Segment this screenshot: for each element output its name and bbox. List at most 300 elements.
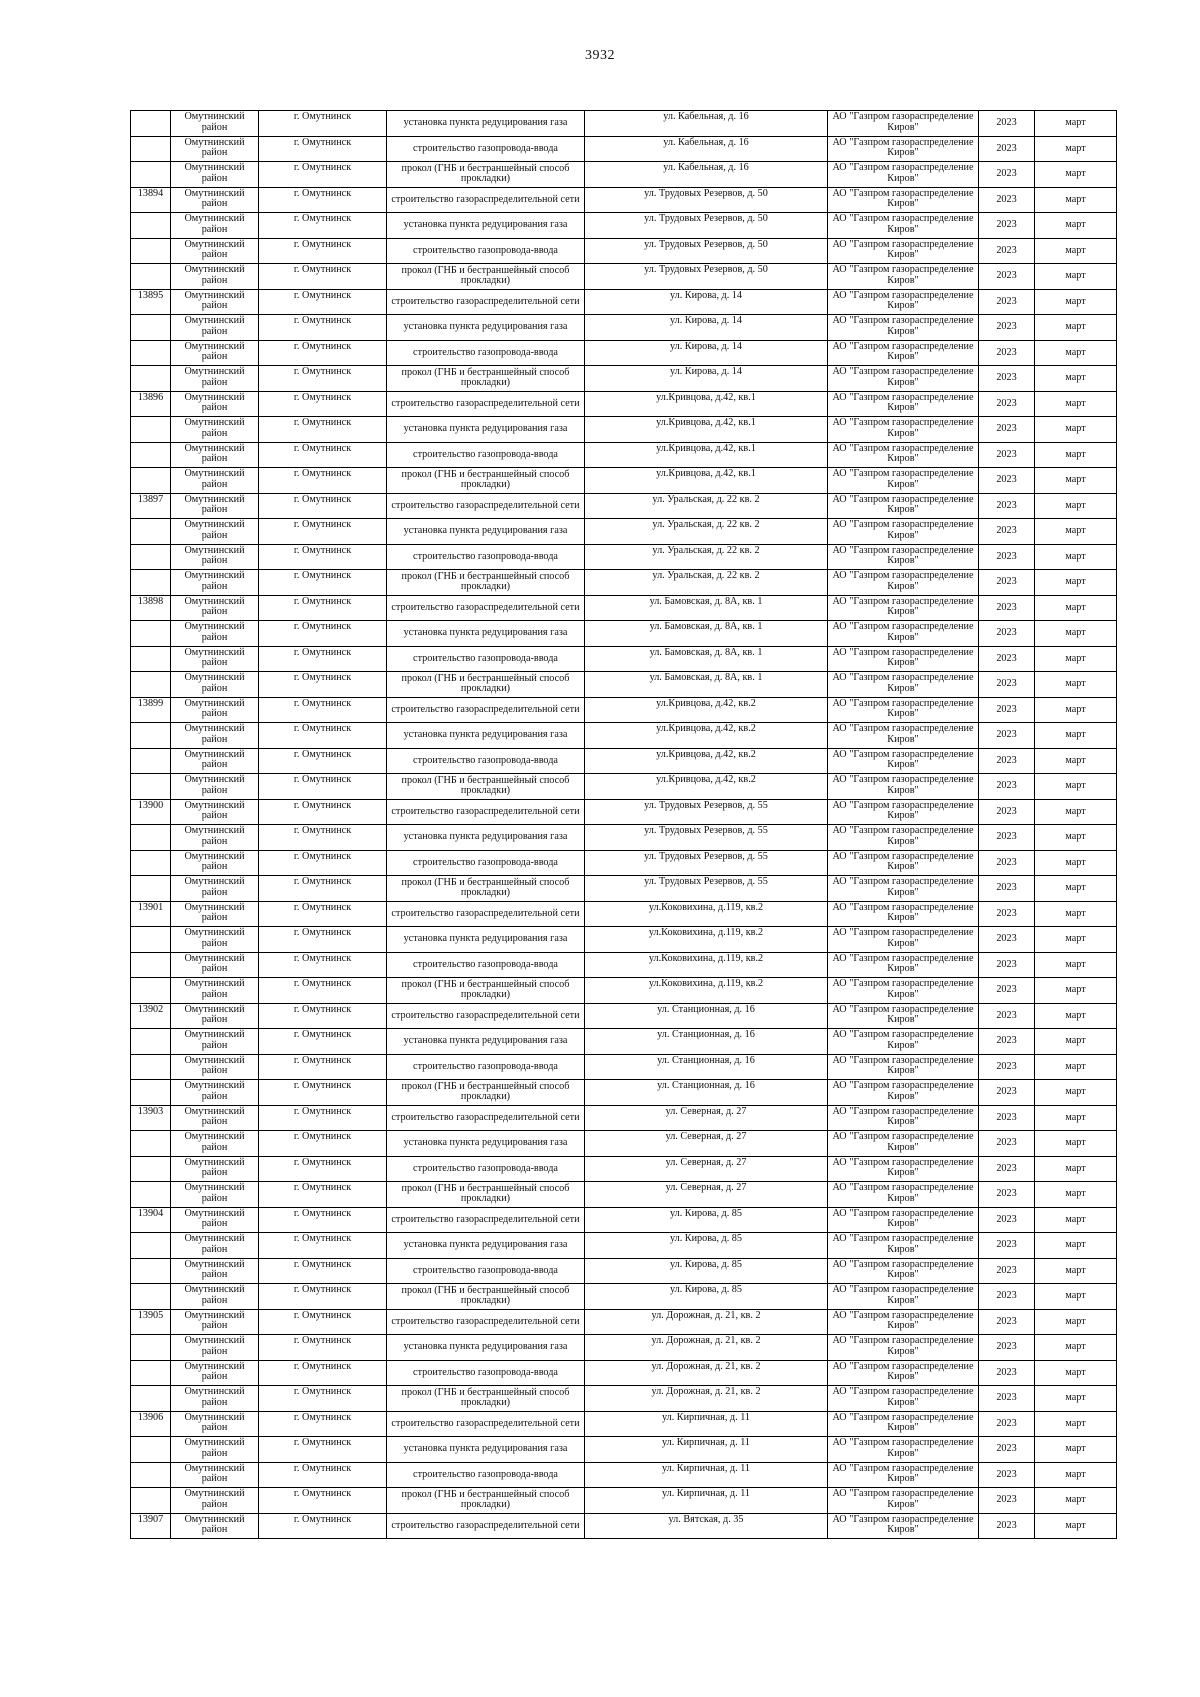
- address-cell: ул.Коковихина, д.119, кв.2: [585, 927, 828, 953]
- settlement-cell: г. Омутнинск: [259, 1105, 387, 1131]
- month-cell: март: [1035, 1386, 1117, 1412]
- contractor-cell: АО "Газпром газораспределение Киров": [828, 289, 979, 315]
- work-type-cell: прокол (ГНБ и бестраншейный способ прокладки): [387, 570, 585, 596]
- address-cell: ул. Бамовская, д. 8А, кв. 1: [585, 595, 828, 621]
- month-cell: март: [1035, 1335, 1117, 1361]
- settlement-cell: г. Омутнинск: [259, 1488, 387, 1514]
- settlement-cell: г. Омутнинск: [259, 1284, 387, 1310]
- district-cell: Омутнинский район: [171, 1003, 259, 1029]
- settlement-cell: г. Омутнинск: [259, 1131, 387, 1157]
- contractor-cell: АО "Газпром газораспределение Киров": [828, 1207, 979, 1233]
- address-cell: ул. Трудовых Резервов, д. 55: [585, 876, 828, 902]
- address-cell: ул. Бамовская, д. 8А, кв. 1: [585, 672, 828, 698]
- contractor-cell: АО "Газпром газораспределение Киров": [828, 723, 979, 749]
- row-number-cell: 13907: [131, 1513, 171, 1539]
- table-row: [131, 1258, 1117, 1284]
- year-cell: 2023: [979, 876, 1035, 902]
- month-cell: март: [1035, 876, 1117, 902]
- district-cell: Омутнинский район: [171, 289, 259, 315]
- row-number-cell: [131, 544, 171, 570]
- year-cell: 2023: [979, 340, 1035, 366]
- address-cell: ул. Трудовых Резервов, д. 55: [585, 850, 828, 876]
- district-cell: Омутнинский район: [171, 238, 259, 264]
- table-row: [131, 111, 1117, 137]
- contractor-cell: АО "Газпром газораспределение Киров": [828, 748, 979, 774]
- table-row: [131, 1156, 1117, 1182]
- month-cell: март: [1035, 1258, 1117, 1284]
- settlement-cell: г. Омутнинск: [259, 723, 387, 749]
- month-cell: март: [1035, 1207, 1117, 1233]
- contractor-cell: АО "Газпром газораспределение Киров": [828, 136, 979, 162]
- district-cell: Омутнинский район: [171, 519, 259, 545]
- year-cell: 2023: [979, 1156, 1035, 1182]
- work-type-cell: строительство газопровода-ввода: [387, 952, 585, 978]
- district-cell: Омутнинский район: [171, 621, 259, 647]
- table-row: [131, 697, 1117, 723]
- table-row: [131, 468, 1117, 494]
- month-cell: март: [1035, 1284, 1117, 1310]
- contractor-cell: АО "Газпром газораспределение Киров": [828, 162, 979, 188]
- work-type-cell: установка пункта редуцирования газа: [387, 1335, 585, 1361]
- district-cell: Омутнинский район: [171, 1309, 259, 1335]
- contractor-cell: АО "Газпром газораспределение Киров": [828, 1360, 979, 1386]
- district-cell: Омутнинский район: [171, 111, 259, 137]
- work-type-cell: строительство газопровода-ввода: [387, 1462, 585, 1488]
- settlement-cell: г. Омутнинск: [259, 1156, 387, 1182]
- settlement-cell: г. Омутнинск: [259, 111, 387, 137]
- address-cell: ул. Кирова, д. 85: [585, 1284, 828, 1310]
- address-cell: ул.Кривцова, д.42, кв.2: [585, 697, 828, 723]
- settlement-cell: г. Омутнинск: [259, 1233, 387, 1259]
- district-cell: Омутнинский район: [171, 646, 259, 672]
- month-cell: март: [1035, 340, 1117, 366]
- row-number-cell: [131, 1156, 171, 1182]
- settlement-cell: г. Омутнинск: [259, 1182, 387, 1208]
- month-cell: март: [1035, 646, 1117, 672]
- address-cell: ул. Дорожная, д. 21, кв. 2: [585, 1360, 828, 1386]
- table-row: [131, 672, 1117, 698]
- address-cell: ул. Трудовых Резервов, д. 50: [585, 264, 828, 290]
- month-cell: март: [1035, 595, 1117, 621]
- year-cell: 2023: [979, 519, 1035, 545]
- district-cell: Омутнинский район: [171, 1411, 259, 1437]
- contractor-cell: АО "Газпром газораспределение Киров": [828, 978, 979, 1004]
- contractor-cell: АО "Газпром газораспределение Киров": [828, 850, 979, 876]
- district-cell: Омутнинский район: [171, 544, 259, 570]
- year-cell: 2023: [979, 1513, 1035, 1539]
- address-cell: ул. Уральская, д. 22 кв. 2: [585, 570, 828, 596]
- district-cell: Омутнинский район: [171, 493, 259, 519]
- page-number: 3932: [585, 48, 615, 63]
- district-cell: Омутнинский район: [171, 672, 259, 698]
- contractor-cell: АО "Газпром газораспределение Киров": [828, 111, 979, 137]
- settlement-cell: г. Омутнинск: [259, 646, 387, 672]
- district-cell: Омутнинский район: [171, 442, 259, 468]
- table-row: [131, 1105, 1117, 1131]
- work-type-cell: строительство газопровода-ввода: [387, 1258, 585, 1284]
- row-number-cell: 13894: [131, 187, 171, 213]
- row-number-cell: 13901: [131, 901, 171, 927]
- work-type-cell: прокол (ГНБ и бестраншейный способ прокладки): [387, 978, 585, 1004]
- row-number-cell: 13897: [131, 493, 171, 519]
- year-cell: 2023: [979, 1029, 1035, 1055]
- work-type-cell: строительство газораспределительной сети: [387, 289, 585, 315]
- year-cell: 2023: [979, 1437, 1035, 1463]
- month-cell: март: [1035, 417, 1117, 443]
- district-cell: Омутнинский район: [171, 1131, 259, 1157]
- month-cell: март: [1035, 825, 1117, 851]
- address-cell: ул. Трудовых Резервов, д. 55: [585, 825, 828, 851]
- table-row: [131, 1386, 1117, 1412]
- settlement-cell: г. Омутнинск: [259, 876, 387, 902]
- contractor-cell: АО "Газпром газораспределение Киров": [828, 1462, 979, 1488]
- settlement-cell: г. Омутнинск: [259, 468, 387, 494]
- table-row: [131, 595, 1117, 621]
- district-cell: Омутнинский район: [171, 213, 259, 239]
- settlement-cell: г. Омутнинск: [259, 1258, 387, 1284]
- work-type-cell: прокол (ГНБ и бестраншейный способ прокладки): [387, 1386, 585, 1412]
- month-cell: март: [1035, 697, 1117, 723]
- year-cell: 2023: [979, 978, 1035, 1004]
- work-type-cell: строительство газораспределительной сети: [387, 901, 585, 927]
- month-cell: март: [1035, 264, 1117, 290]
- row-number-cell: [131, 927, 171, 953]
- work-type-cell: прокол (ГНБ и бестраншейный способ прокладки): [387, 672, 585, 698]
- year-cell: 2023: [979, 391, 1035, 417]
- settlement-cell: г. Омутнинск: [259, 1360, 387, 1386]
- contractor-cell: АО "Газпром газораспределение Киров": [828, 1386, 979, 1412]
- address-cell: ул.Коковихина, д.119, кв.2: [585, 978, 828, 1004]
- work-type-cell: прокол (ГНБ и бестраншейный способ прокладки): [387, 774, 585, 800]
- contractor-cell: АО "Газпром газораспределение Киров": [828, 927, 979, 953]
- table-row: [131, 646, 1117, 672]
- settlement-cell: г. Омутнинск: [259, 315, 387, 341]
- settlement-cell: г. Омутнинск: [259, 340, 387, 366]
- settlement-cell: г. Омутнинск: [259, 850, 387, 876]
- work-type-cell: установка пункта редуцирования газа: [387, 621, 585, 647]
- work-type-cell: установка пункта редуцирования газа: [387, 1131, 585, 1157]
- settlement-cell: г. Омутнинск: [259, 187, 387, 213]
- work-type-cell: строительство газораспределительной сети: [387, 697, 585, 723]
- contractor-cell: АО "Газпром газораспределение Киров": [828, 1054, 979, 1080]
- contractor-cell: АО "Газпром газораспределение Киров": [828, 672, 979, 698]
- month-cell: март: [1035, 1131, 1117, 1157]
- work-type-cell: строительство газораспределительной сети: [387, 493, 585, 519]
- address-cell: ул. Кирова, д. 85: [585, 1258, 828, 1284]
- district-cell: Омутнинский район: [171, 978, 259, 1004]
- row-number-cell: [131, 646, 171, 672]
- settlement-cell: г. Омутнинск: [259, 1386, 387, 1412]
- work-type-cell: установка пункта редуцирования газа: [387, 315, 585, 341]
- settlement-cell: г. Омутнинск: [259, 544, 387, 570]
- address-cell: ул. Кирпичная, д. 11: [585, 1411, 828, 1437]
- row-number-cell: 13900: [131, 799, 171, 825]
- year-cell: 2023: [979, 825, 1035, 851]
- settlement-cell: г. Омутнинск: [259, 213, 387, 239]
- row-number-cell: [131, 519, 171, 545]
- row-number-cell: 13896: [131, 391, 171, 417]
- address-cell: ул. Дорожная, д. 21, кв. 2: [585, 1335, 828, 1361]
- address-cell: ул.Кривцова, д.42, кв.1: [585, 468, 828, 494]
- contractor-cell: АО "Газпром газораспределение Киров": [828, 187, 979, 213]
- work-type-cell: строительство газораспределительной сети: [387, 799, 585, 825]
- contractor-cell: АО "Газпром газораспределение Киров": [828, 1105, 979, 1131]
- settlement-cell: г. Омутнинск: [259, 825, 387, 851]
- month-cell: март: [1035, 1182, 1117, 1208]
- gasification-schedule-table: [130, 110, 1117, 1539]
- contractor-cell: АО "Газпром газораспределение Киров": [828, 646, 979, 672]
- address-cell: ул.Кривцова, д.42, кв.2: [585, 723, 828, 749]
- district-cell: Омутнинский район: [171, 1437, 259, 1463]
- table-body: [131, 111, 1117, 1539]
- work-type-cell: установка пункта редуцирования газа: [387, 1437, 585, 1463]
- month-cell: март: [1035, 187, 1117, 213]
- work-type-cell: строительство газораспределительной сети: [387, 1105, 585, 1131]
- settlement-cell: г. Омутнинск: [259, 952, 387, 978]
- district-cell: Омутнинский район: [171, 1054, 259, 1080]
- table-row: [131, 1411, 1117, 1437]
- table-row: [131, 927, 1117, 953]
- year-cell: 2023: [979, 697, 1035, 723]
- contractor-cell: АО "Газпром газораспределение Киров": [828, 697, 979, 723]
- settlement-cell: г. Омутнинск: [259, 1029, 387, 1055]
- settlement-cell: г. Омутнинск: [259, 1080, 387, 1106]
- row-number-cell: [131, 442, 171, 468]
- address-cell: ул. Дорожная, д. 21, кв. 2: [585, 1386, 828, 1412]
- settlement-cell: г. Омутнинск: [259, 1411, 387, 1437]
- contractor-cell: АО "Газпром газораспределение Киров": [828, 468, 979, 494]
- work-type-cell: установка пункта редуцирования газа: [387, 213, 585, 239]
- address-cell: ул. Кабельная, д. 16: [585, 111, 828, 137]
- address-cell: ул. Кирпичная, д. 11: [585, 1488, 828, 1514]
- settlement-cell: г. Омутнинск: [259, 1003, 387, 1029]
- settlement-cell: г. Омутнинск: [259, 978, 387, 1004]
- district-cell: Омутнинский район: [171, 187, 259, 213]
- district-cell: Омутнинский район: [171, 570, 259, 596]
- contractor-cell: АО "Газпром газораспределение Киров": [828, 1131, 979, 1157]
- district-cell: Омутнинский район: [171, 1462, 259, 1488]
- district-cell: Омутнинский район: [171, 468, 259, 494]
- table-row: [131, 1488, 1117, 1514]
- year-cell: 2023: [979, 1284, 1035, 1310]
- table-row: [131, 315, 1117, 341]
- address-cell: ул. Северная, д. 27: [585, 1182, 828, 1208]
- table-row: [131, 901, 1117, 927]
- table-row: [131, 544, 1117, 570]
- contractor-cell: АО "Газпром газораспределение Киров": [828, 952, 979, 978]
- month-cell: март: [1035, 1003, 1117, 1029]
- settlement-cell: г. Омутнинск: [259, 621, 387, 647]
- row-number-cell: [131, 1029, 171, 1055]
- year-cell: 2023: [979, 1080, 1035, 1106]
- contractor-cell: АО "Газпром газораспределение Киров": [828, 264, 979, 290]
- district-cell: Омутнинский район: [171, 850, 259, 876]
- year-cell: 2023: [979, 1182, 1035, 1208]
- work-type-cell: установка пункта редуцирования газа: [387, 111, 585, 137]
- month-cell: март: [1035, 952, 1117, 978]
- settlement-cell: г. Омутнинск: [259, 519, 387, 545]
- month-cell: март: [1035, 366, 1117, 392]
- month-cell: март: [1035, 1156, 1117, 1182]
- settlement-cell: г. Омутнинск: [259, 570, 387, 596]
- year-cell: 2023: [979, 1258, 1035, 1284]
- month-cell: март: [1035, 1105, 1117, 1131]
- settlement-cell: г. Омутнинск: [259, 672, 387, 698]
- row-number-cell: [131, 1233, 171, 1259]
- contractor-cell: АО "Газпром газораспределение Киров": [828, 1156, 979, 1182]
- table-row: [131, 1233, 1117, 1259]
- row-number-cell: [131, 1386, 171, 1412]
- settlement-cell: г. Омутнинск: [259, 289, 387, 315]
- address-cell: ул. Кирова, д. 14: [585, 340, 828, 366]
- year-cell: 2023: [979, 366, 1035, 392]
- district-cell: Омутнинский район: [171, 1182, 259, 1208]
- table-row: [131, 1131, 1117, 1157]
- row-number-cell: [131, 315, 171, 341]
- month-cell: март: [1035, 1513, 1117, 1539]
- settlement-cell: г. Омутнинск: [259, 1462, 387, 1488]
- year-cell: 2023: [979, 544, 1035, 570]
- month-cell: март: [1035, 1488, 1117, 1514]
- contractor-cell: АО "Газпром газораспределение Киров": [828, 493, 979, 519]
- work-type-cell: прокол (ГНБ и бестраншейный способ прокладки): [387, 1182, 585, 1208]
- work-type-cell: строительство газораспределительной сети: [387, 1003, 585, 1029]
- district-cell: Омутнинский район: [171, 595, 259, 621]
- row-number-cell: [131, 468, 171, 494]
- contractor-cell: АО "Газпром газораспределение Киров": [828, 1411, 979, 1437]
- settlement-cell: г. Омутнинск: [259, 162, 387, 188]
- month-cell: март: [1035, 1080, 1117, 1106]
- work-type-cell: установка пункта редуцирования газа: [387, 1233, 585, 1259]
- address-cell: ул. Трудовых Резервов, д. 55: [585, 799, 828, 825]
- year-cell: 2023: [979, 570, 1035, 596]
- address-cell: ул. Кирпичная, д. 11: [585, 1437, 828, 1463]
- settlement-cell: г. Омутнинск: [259, 493, 387, 519]
- contractor-cell: АО "Газпром газораспределение Киров": [828, 570, 979, 596]
- table-row: [131, 289, 1117, 315]
- address-cell: ул. Станционная, д. 16: [585, 1080, 828, 1106]
- table-row: [131, 1080, 1117, 1106]
- row-number-cell: [131, 672, 171, 698]
- address-cell: ул. Трудовых Резервов, д. 50: [585, 213, 828, 239]
- contractor-cell: АО "Газпром газораспределение Киров": [828, 1080, 979, 1106]
- table-row: [131, 1437, 1117, 1463]
- month-cell: март: [1035, 391, 1117, 417]
- settlement-cell: г. Омутнинск: [259, 1207, 387, 1233]
- contractor-cell: АО "Газпром газораспределение Киров": [828, 417, 979, 443]
- contractor-cell: АО "Газпром газораспределение Киров": [828, 238, 979, 264]
- contractor-cell: АО "Газпром газораспределение Киров": [828, 1309, 979, 1335]
- work-type-cell: прокол (ГНБ и бестраншейный способ прокладки): [387, 264, 585, 290]
- year-cell: 2023: [979, 1233, 1035, 1259]
- settlement-cell: г. Омутнинск: [259, 799, 387, 825]
- year-cell: 2023: [979, 213, 1035, 239]
- address-cell: ул. Дорожная, д. 21, кв. 2: [585, 1309, 828, 1335]
- table-row: [131, 264, 1117, 290]
- settlement-cell: г. Омутнинск: [259, 927, 387, 953]
- address-cell: ул. Уральская, д. 22 кв. 2: [585, 544, 828, 570]
- work-type-cell: строительство газопровода-ввода: [387, 1054, 585, 1080]
- address-cell: ул. Северная, д. 27: [585, 1105, 828, 1131]
- year-cell: 2023: [979, 927, 1035, 953]
- district-cell: Омутнинский район: [171, 1335, 259, 1361]
- settlement-cell: г. Омутнинск: [259, 264, 387, 290]
- address-cell: ул. Уральская, д. 22 кв. 2: [585, 519, 828, 545]
- contractor-cell: АО "Газпром газораспределение Киров": [828, 391, 979, 417]
- row-number-cell: 13899: [131, 697, 171, 723]
- table-row: [131, 187, 1117, 213]
- table-row: [131, 162, 1117, 188]
- contractor-cell: АО "Газпром газораспределение Киров": [828, 1003, 979, 1029]
- year-cell: 2023: [979, 1131, 1035, 1157]
- address-cell: ул. Бамовская, д. 8А, кв. 1: [585, 646, 828, 672]
- district-cell: Омутнинский район: [171, 340, 259, 366]
- table-row: [131, 952, 1117, 978]
- row-number-cell: [131, 1258, 171, 1284]
- table-row: [131, 876, 1117, 902]
- work-type-cell: строительство газораспределительной сети: [387, 1411, 585, 1437]
- row-number-cell: [131, 952, 171, 978]
- month-cell: март: [1035, 1437, 1117, 1463]
- district-cell: Омутнинский район: [171, 136, 259, 162]
- settlement-cell: г. Омутнинск: [259, 1513, 387, 1539]
- district-cell: Омутнинский район: [171, 1258, 259, 1284]
- address-cell: ул. Кабельная, д. 16: [585, 162, 828, 188]
- year-cell: 2023: [979, 442, 1035, 468]
- table-row: [131, 1513, 1117, 1539]
- contractor-cell: АО "Газпром газораспределение Киров": [828, 621, 979, 647]
- year-cell: 2023: [979, 289, 1035, 315]
- district-cell: Омутнинский район: [171, 1360, 259, 1386]
- settlement-cell: г. Омутнинск: [259, 417, 387, 443]
- month-cell: март: [1035, 544, 1117, 570]
- year-cell: 2023: [979, 646, 1035, 672]
- year-cell: 2023: [979, 774, 1035, 800]
- row-number-cell: [131, 1131, 171, 1157]
- month-cell: март: [1035, 162, 1117, 188]
- settlement-cell: г. Омутнинск: [259, 1335, 387, 1361]
- district-cell: Омутнинский район: [171, 1233, 259, 1259]
- address-cell: ул.Кривцова, д.42, кв.2: [585, 748, 828, 774]
- work-type-cell: строительство газораспределительной сети: [387, 1309, 585, 1335]
- work-type-cell: прокол (ГНБ и бестраншейный способ прокладки): [387, 1488, 585, 1514]
- contractor-cell: АО "Газпром газораспределение Киров": [828, 774, 979, 800]
- row-number-cell: [131, 136, 171, 162]
- month-cell: март: [1035, 493, 1117, 519]
- district-cell: Омутнинский район: [171, 264, 259, 290]
- settlement-cell: г. Омутнинск: [259, 391, 387, 417]
- table-row: [131, 1309, 1117, 1335]
- address-cell: ул. Северная, д. 27: [585, 1156, 828, 1182]
- table-row: [131, 850, 1117, 876]
- month-cell: март: [1035, 850, 1117, 876]
- table-row: [131, 621, 1117, 647]
- settlement-cell: г. Омутнинск: [259, 238, 387, 264]
- settlement-cell: г. Омутнинск: [259, 136, 387, 162]
- row-number-cell: [131, 1054, 171, 1080]
- work-type-cell: строительство газопровода-ввода: [387, 238, 585, 264]
- year-cell: 2023: [979, 672, 1035, 698]
- row-number-cell: [131, 978, 171, 1004]
- work-type-cell: прокол (ГНБ и бестраншейный способ прокладки): [387, 162, 585, 188]
- work-type-cell: строительство газораспределительной сети: [387, 595, 585, 621]
- year-cell: 2023: [979, 187, 1035, 213]
- year-cell: 2023: [979, 1105, 1035, 1131]
- address-cell: ул.Коковихина, д.119, кв.2: [585, 901, 828, 927]
- district-cell: Омутнинский район: [171, 1386, 259, 1412]
- month-cell: март: [1035, 289, 1117, 315]
- table-row: [131, 570, 1117, 596]
